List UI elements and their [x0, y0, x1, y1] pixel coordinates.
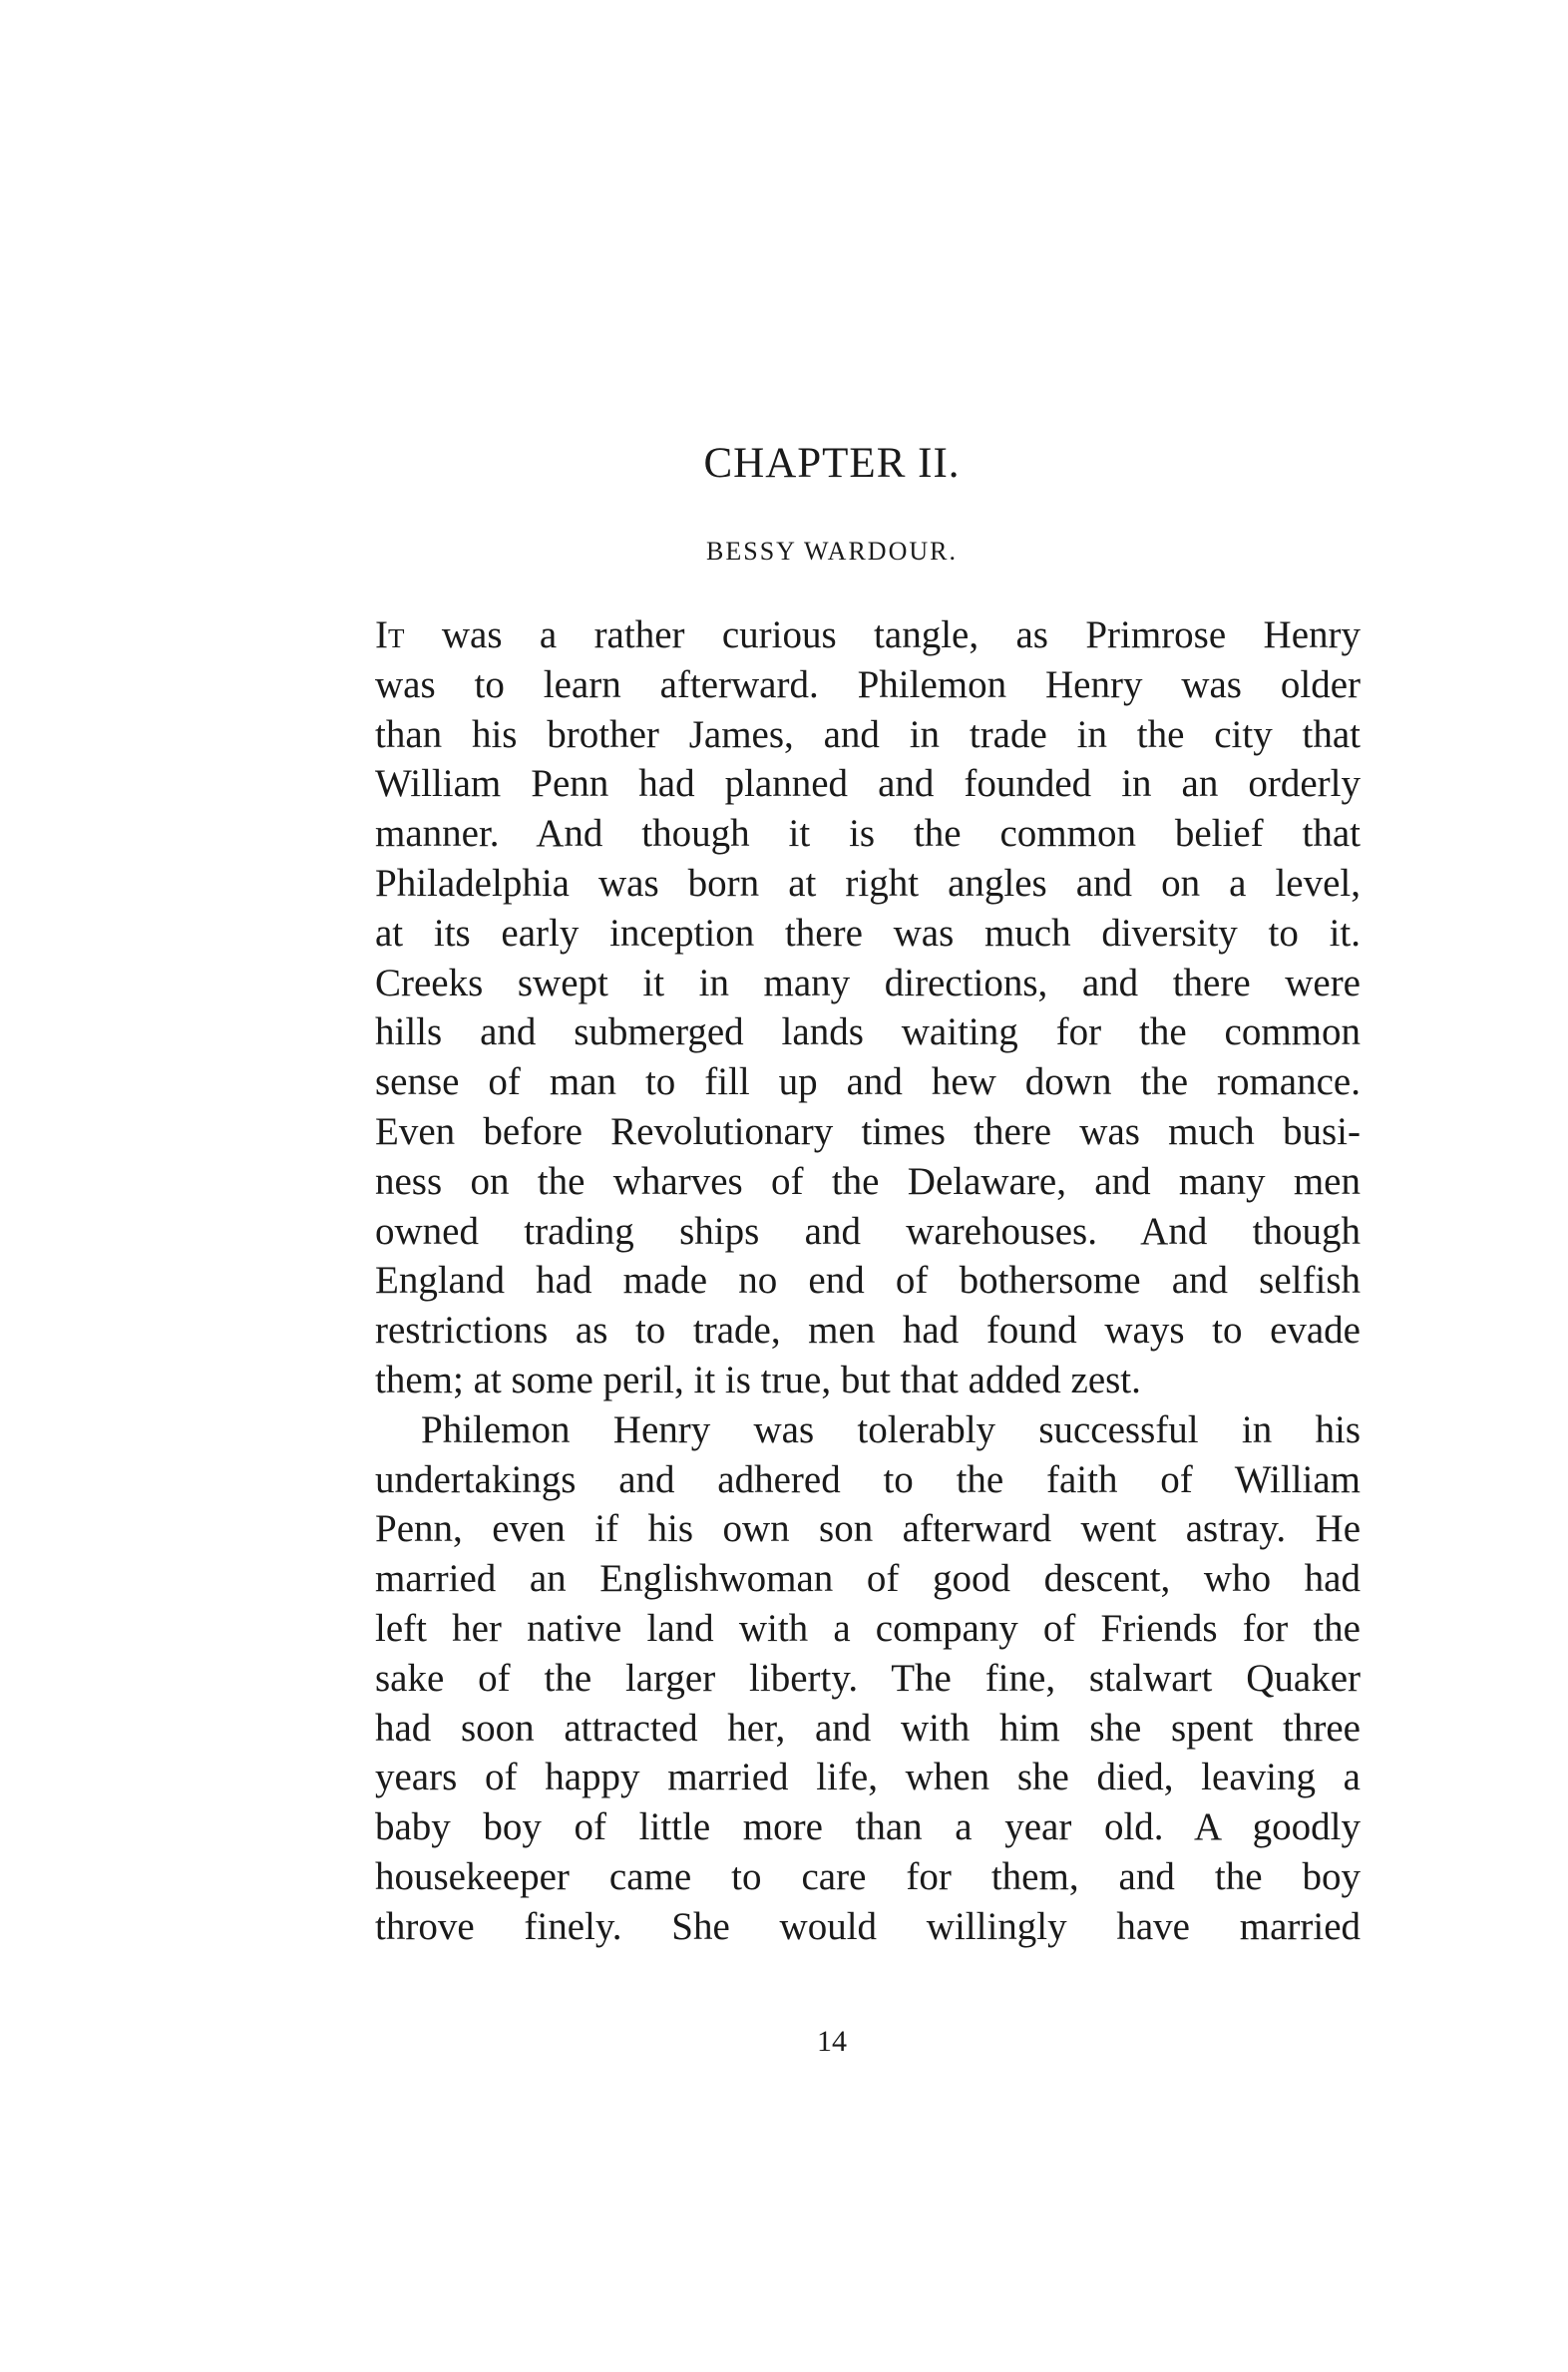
text-line: left her native land with a company of Friends for the	[375, 1606, 1361, 1650]
text-line: baby boy of little more than a year old. A goodly	[375, 1805, 1361, 1849]
text-line: years of happy married life, when she died, leaving a	[375, 1756, 1361, 1799]
chapter-title: CHAPTER II.	[703, 440, 961, 487]
opening-word: It	[375, 613, 405, 656]
text-line: William Penn had planned and founded in an orderly	[375, 762, 1361, 806]
text-line: Philemon Henry was tolerably successful in his	[421, 1407, 1361, 1451]
text-line: owned trading ships and warehouses. And though	[375, 1209, 1361, 1253]
text-line: It was a rather curious tangle, as Primrose Henry	[375, 613, 1361, 656]
text-line: undertakings and adhered to the faith of William	[375, 1457, 1361, 1501]
chapter-subtitle: BESSY WARDOUR.	[706, 537, 958, 566]
text-line: sense of man to fill up and hew down the romance.	[375, 1060, 1361, 1104]
text-line: restrictions as to trade, men had found ways to evade	[375, 1309, 1361, 1353]
page-number: 14	[817, 2025, 847, 2058]
text-line: housekeeper came to care for them, and the boy	[375, 1854, 1361, 1898]
text-line: at its early inception there was much diversity to it.	[375, 911, 1361, 955]
text-line: ness on the wharves of the Delaware, and many men	[375, 1159, 1361, 1203]
text-line: throve finely. She would willingly have married	[375, 1904, 1361, 1948]
text-line: married an Englishwoman of good descent, who had	[375, 1557, 1361, 1601]
text-line: hills and submerged lands waiting for the common	[375, 1010, 1361, 1054]
text-line: than his brother James, and in trade in the city that	[375, 712, 1361, 756]
text-line: Philadelphia was born at right angles and on a level,	[375, 861, 1361, 905]
text-line: was to learn afterward. Philemon Henry was older	[375, 662, 1361, 706]
text-line: them; at some peril, it is true, but that added zest.	[375, 1358, 1141, 1401]
text-line: manner. And though it is the common belief that	[375, 812, 1361, 856]
text-line: sake of the larger liberty. The fine, stalwart Quaker	[375, 1656, 1361, 1700]
text-line: Creeks swept it in many directions, and there were	[375, 961, 1361, 1004]
body-text	[375, 610, 1361, 1952]
text-line: had soon attracted her, and with him she spent three	[375, 1706, 1361, 1750]
text-line: Penn, even if his own son afterward went astray. He	[375, 1507, 1361, 1551]
text-line: England had made no end of bothersome and selfish	[375, 1259, 1361, 1303]
text-line: Even before Revolutionary times there was much busi-	[375, 1109, 1361, 1153]
